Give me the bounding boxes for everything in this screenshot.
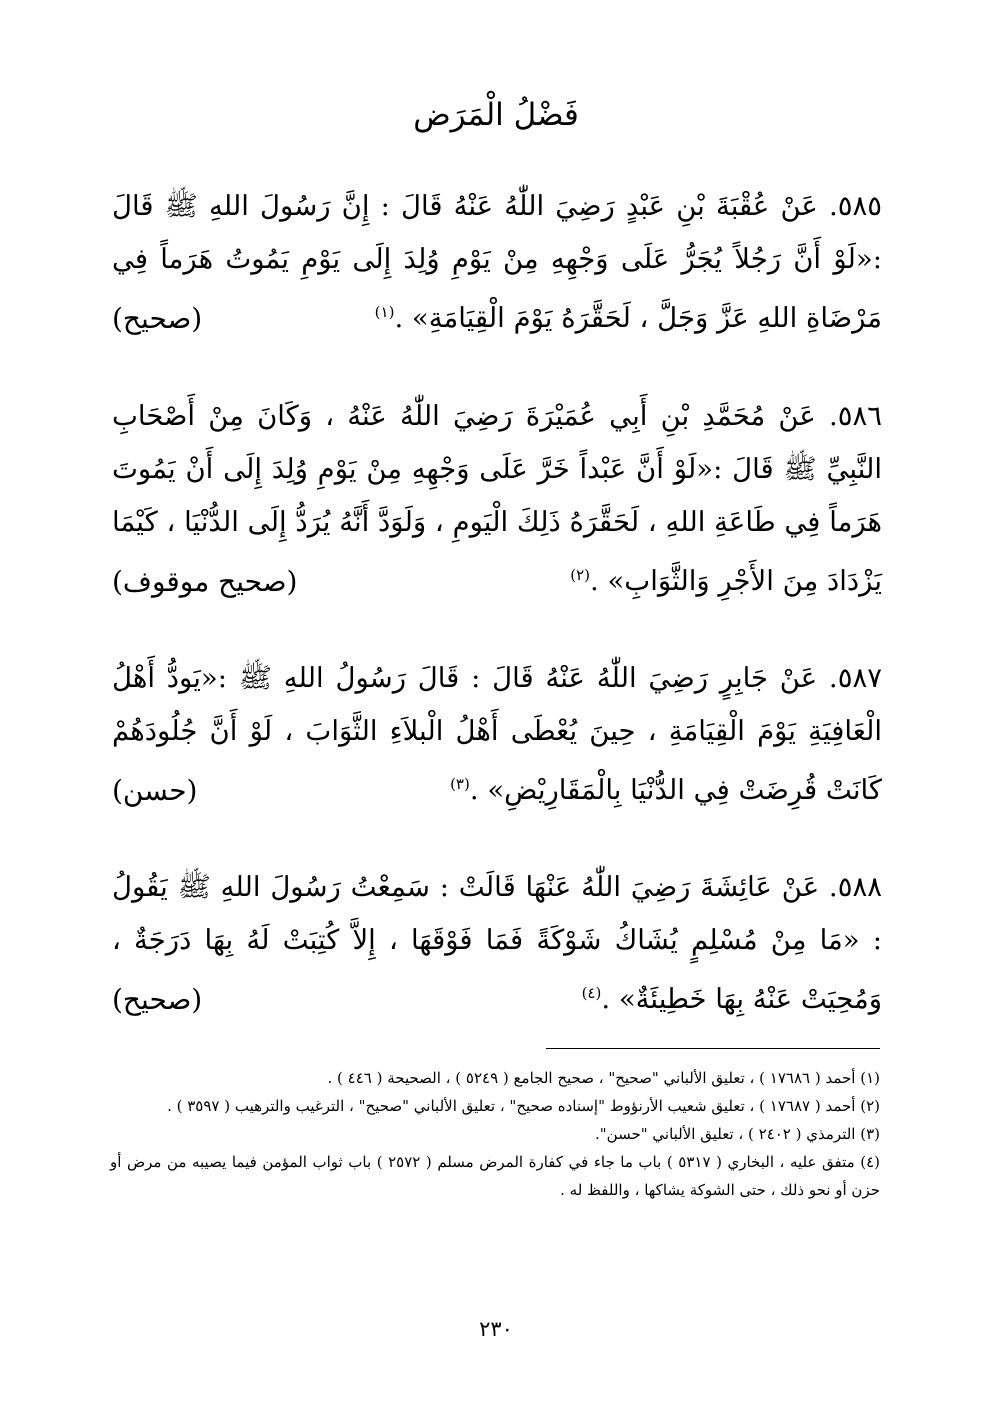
page-title: فَضْلُ الْمَرَض — [413, 97, 579, 133]
hadith-grade: (صحيح موقوف) — [112, 565, 298, 599]
hadith-grade: (صحيح) — [112, 983, 203, 1017]
hadith-text: ٥٨٥. عَنْ عُقْبَةَ بْنِ عَبْدٍ رَضِيَ اللّٰهُ عَنْهُ قَالَ : إِنَّ رَسُولَ اللهِ ﷺ قَالَ :«لَوْ أَنَّ رَجُلاً يُجَرُّ عَلَى وَجْهِهِ مِنْ يَوْمِ وُلِدَ إِلَى يَوْمِ يَمُوتُ هَرَماً فِي مَرْضَاةِ اللهِ عَزَّ وَجَلَّ ، لَحَقَّرَهُ يَوْمَ الْقِيَامَةِ» .$^{(١)}$ — [112, 190, 882, 335]
footnote-4: (٤) متفق عليه ، البخاري ( ٥٣١٧ ) باب ما جاء في كفارة المرض مسلم ( ٢٥٧٢ ) باب ثواب المؤمن فيما يصيبه من مرض أو حزن أو نحو ذلك ، حتى الشوكة يشاكها ، واللفظ له . — [110, 1153, 880, 1199]
page-number: ٢٣٠ — [479, 1317, 513, 1341]
footnote-1: (١) أحمد ( ١٧٦٨٦ ) ، تعليق الألباني "صحيح" ، صحيح الجامع ( ٥٢٤٩ ) ، الصحيحة ( ٤٤٦ ) . — [327, 1069, 880, 1087]
hadith-grade: (حسن) — [112, 774, 198, 808]
hadith-text: ٥٨٧. عَنْ جَابِرٍ رَضِيَ اللّٰهُ عَنْهُ قَالَ : قَالَ رَسُولُ اللهِ ﷺ :«يَودُّ أَهْلُ الْعَافِيَةِ يَوْمَ الْقِيَامَةِ ، حِينَ يُعْطَى أَهْلُ الْبلاَءِ الثَّوَابَ ، لَوْ أَنَّ جُلُودَهُمْ كَانَتْ قُرِضَتْ فِي الدُّنْيَا بِالْمَقَارِيْضِ» .$^{(٣)}$ — [112, 662, 882, 807]
footnote-3: (٣) الترمذي ( ٢٤٠٢ ) ، تعليق الألباني "حسن". — [594, 1125, 880, 1143]
hadith-text: ٥٨٨. عَنْ عَائِشَةَ رَضِيَ اللّٰهُ عَنْهَا قَالَتْ : سَمِعْتُ رَسُولَ اللهِ ﷺ يَقُولُ : «مَا مِنْ مُسْلِمٍ يُشَاكُ شَوْكَةً فَمَا فَوْقَهَا ، إِلاَّ كُتِبَتْ لَهُ بِهَا دَرَجَةٌ ، وَمُحِيَتْ عَنْهُ بِهَا خَطِيئَةٌ» .$^{(٤)}$ — [112, 871, 882, 1016]
footnote-divider — [546, 1048, 880, 1049]
footnote-reference[interactable]: (٤) — [581, 984, 602, 1002]
footnote-reference[interactable]: (٣) — [450, 775, 470, 793]
footnote-reference[interactable]: (١) — [374, 303, 395, 321]
hadith-text: ٥٨٦. عَنْ مُحَمَّدِ بْنِ أَبِي عُمَيْرَةَ رَضِيَ اللّٰهُ عَنْهُ ، وَكَانَ مِنْ أَصْحَابِ النَّبِيِّ ﷺ قَالَ :«لَوْ أَنَّ عَبْداً خَرَّ عَلَى وَجْهِهِ مِنْ يَوْمِ وُلِدَ إِلَى أَنْ يَمُوتَ هَرَماً فِي طَاعَةِ اللهِ ، لَحَقَّرَهُ ذَلِكَ الْيَومِ ، وَلَوَدَّ أَنَّهُ يُرَدُّ إِلَى الدُّنْيَا ، كَيْمَا يَزْدَادَ مِنَ الأَجْرِ وَالثَّوَابِ» .$^{(٢)}$ — [112, 400, 882, 598]
footnote-2: (٢) أحمد ( ١٧٦٨٧ ) ، تعليق شعيب الأرنؤوط "إسناده صحيح" ، تعليق الألباني "صحيح" ، الترغيب والترهيب ( ٣٥٩٧ ) . — [167, 1097, 880, 1115]
hadith-586 — [112, 390, 882, 608]
footnotes — [110, 1064, 880, 1204]
footnote-reference[interactable]: (٢) — [570, 566, 590, 584]
hadith-588 — [112, 861, 882, 1026]
hadith-grade: (صحيح) — [112, 302, 203, 336]
hadith-585 — [112, 180, 882, 345]
hadith-587 — [112, 652, 882, 817]
